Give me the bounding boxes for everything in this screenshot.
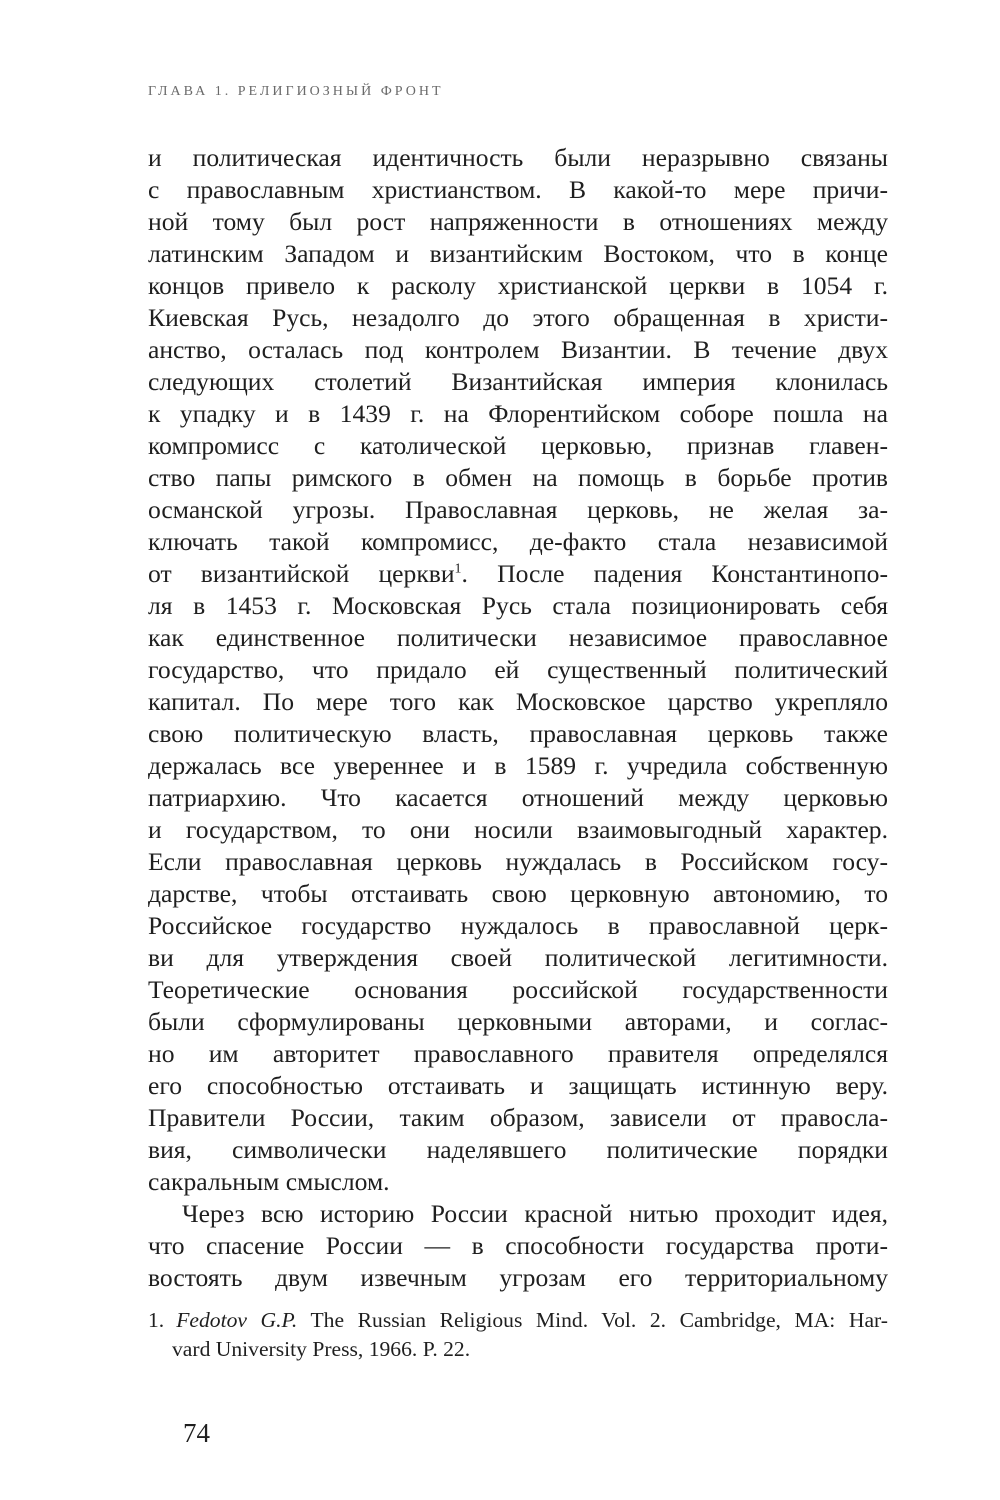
text-line: следующих столетий Византийская империя клонилась	[148, 367, 888, 396]
text-line: ля в 1453 г. Московская Русь стала позиционировать себя	[148, 591, 888, 620]
text-line: анство, осталась под контролем Византии. В течение двух	[148, 335, 888, 364]
text-line: востоять двум извечным угрозам его территориальному	[148, 1263, 888, 1292]
text-line: капитал. По мере того как Московское царство укрепляло	[148, 687, 888, 716]
text-line: к упадку и в 1439 г. на Флорентийском соборе пошла на	[148, 399, 888, 428]
footnote-line: vard University Press, 1966. P. 22.	[172, 1337, 471, 1361]
text-line: с православным христианством. В какой-то мере причи-	[148, 175, 888, 204]
page-number: 74	[183, 1418, 210, 1448]
text-line: Через всю историю России красной нитью проходит идея,	[182, 1199, 888, 1228]
text-line: ство папы римского в обмен на помощь в борьбе против	[148, 463, 888, 492]
text-line-with-footnote-ref	[148, 558, 888, 590]
text-line: но им авторитет православного правителя определялся	[148, 1039, 888, 1068]
text-line: были сформулированы церковными авторами, и соглас-	[148, 1007, 888, 1036]
text-line: османской угрозы. Православная церковь, не желая за-	[148, 495, 888, 524]
text-line: Правители России, таким образом, зависели от правосла-	[148, 1103, 888, 1132]
text-line: ключать такой компромисс, де-факто стала независимой	[148, 527, 888, 556]
text-line: государство, что придало ей существенный политический	[148, 655, 888, 684]
footnote-text: The Russian Religious Mind. Vol. 2. Cambridge, MA: Har-	[297, 1308, 888, 1332]
text-line: вия, символически наделявшего политические порядки	[148, 1135, 888, 1164]
text-line: компромисс с католической церковью, признав главен-	[148, 431, 888, 460]
footnote-reference[interactable]: 1	[454, 561, 462, 577]
text-line: Российское государство нуждалось в православной церк-	[148, 911, 888, 940]
text-line: Теоретические основания российской государственности	[148, 975, 888, 1004]
text-line: его способностью отстаивать и защищать истинную веру.	[148, 1071, 888, 1100]
text-line: дарстве, чтобы отстаивать свою церковную автономию, то	[148, 879, 888, 908]
text-line: сакральным смыслом.	[148, 1167, 390, 1196]
text-segment: от византийской церкви	[148, 559, 455, 588]
text-line: свою политическую власть, православная церковь также	[148, 719, 888, 748]
footnotes	[148, 1306, 888, 1364]
text-line: ной тому был рост напряженности в отношениях между	[148, 207, 888, 236]
text-line: держалась все увереннее и в 1589 г. учредила собственную	[148, 751, 888, 780]
body-text	[148, 142, 888, 1294]
text-line: и политическая идентичность были неразрывно связаны	[148, 143, 888, 172]
running-head: ГЛАВА 1. РЕЛИГИОЗНЫЙ ФРОНТ	[148, 84, 444, 99]
text-line: концов привело к расколу христианской церкви в 1054 г.	[148, 271, 888, 300]
text-line: ви для утверждения своей политической легитимности.	[148, 943, 888, 972]
footnote-line	[148, 1306, 888, 1335]
text-line: патриархию. Что касается отношений между церковью	[148, 783, 888, 812]
text-line: Киевская Русь, незадолго до этого обращенная в христи-	[148, 303, 888, 332]
text-line: Если православная церковь нуждалась в Российском госу-	[148, 847, 888, 876]
footnote-number: 1.	[148, 1308, 165, 1332]
footnote-author: Fedotov G.P.	[176, 1308, 298, 1332]
text-line: как единственное политически независимое православное	[148, 623, 888, 652]
text-line: латинским Западом и византийским Востоком, что в конце	[148, 239, 888, 268]
text-line: и государством, то они носили взаимовыгодный характер.	[148, 815, 888, 844]
text-segment: . После падения Константинопо-	[461, 559, 888, 588]
text-line: что спасение России — в способности государства проти-	[148, 1231, 888, 1260]
